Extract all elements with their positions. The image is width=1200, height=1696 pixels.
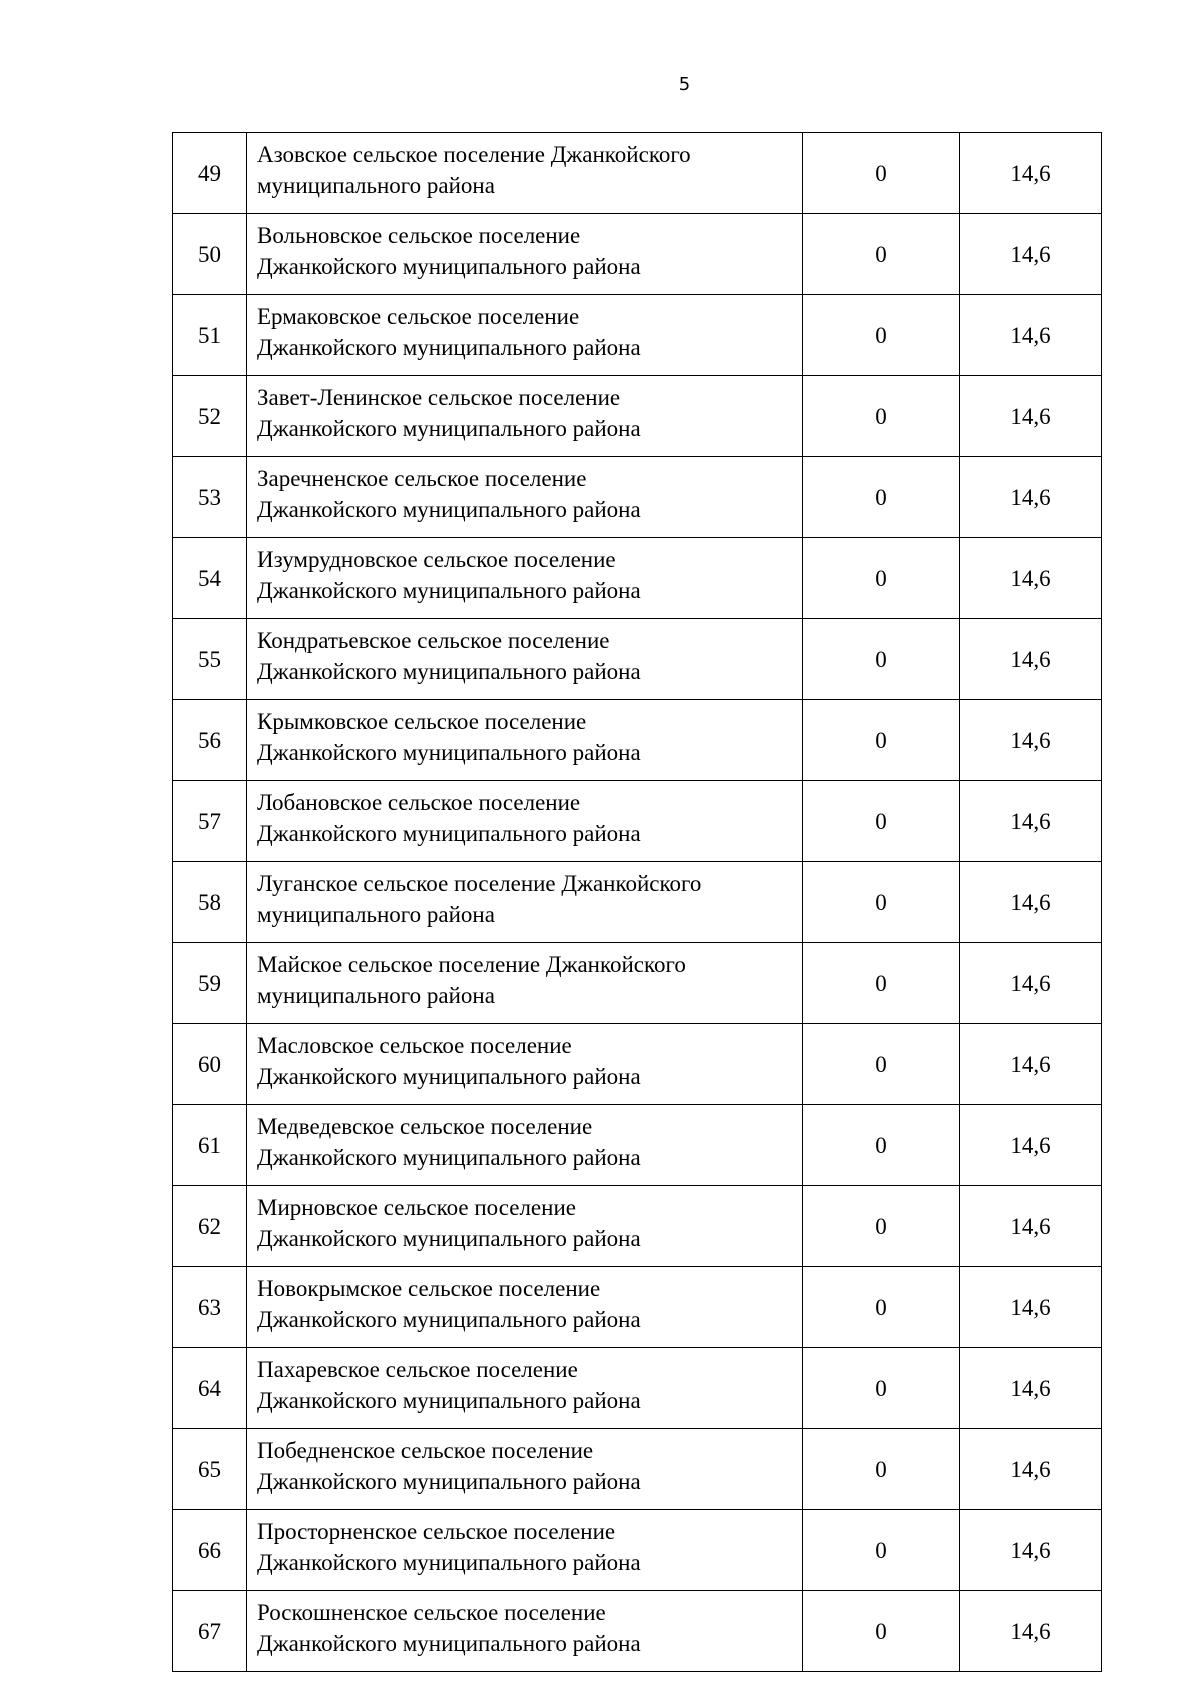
row-number: 60 <box>173 1024 247 1105</box>
value-column-1: 0 <box>803 781 960 862</box>
row-number: 51 <box>173 295 247 376</box>
value-column-1: 0 <box>803 943 960 1024</box>
settlement-name-line1: Медведевское сельское поселение <box>257 1114 593 1139</box>
value-column-1: 0 <box>803 1591 960 1672</box>
settlement-name-line1: Мирновское сельское поселение <box>257 1195 576 1220</box>
value-column-1: 0 <box>803 1510 960 1591</box>
settlement-name-line1: Крымковское сельское поселение <box>257 709 587 734</box>
value-column-2: 14,6 <box>960 781 1102 862</box>
value-column-2: 14,6 <box>960 1348 1102 1429</box>
row-number: 53 <box>173 457 247 538</box>
settlement-name <box>247 538 803 619</box>
settlement-name-line1: Новокрымское сельское поселение <box>257 1276 601 1301</box>
value-column-2: 14,6 <box>960 1024 1102 1105</box>
table-row <box>173 1186 1102 1267</box>
table-row <box>173 133 1102 214</box>
settlement-name-line2: Джанкойского муниципального района <box>257 821 641 846</box>
settlement-name-line2: Джанкойского муниципального района <box>257 1469 641 1494</box>
settlement-name-line2: Джанкойского муниципального района <box>257 497 641 522</box>
value-column-2: 14,6 <box>960 700 1102 781</box>
settlement-name-line1: Победненское сельское поселение <box>257 1438 594 1463</box>
table-row <box>173 1429 1102 1510</box>
settlement-name <box>247 1024 803 1105</box>
table-row <box>173 1267 1102 1348</box>
table-row <box>173 1591 1102 1672</box>
settlement-name-line1: Майское сельское поселение Джанкойского <box>257 952 686 977</box>
table-row <box>173 619 1102 700</box>
row-number: 50 <box>173 214 247 295</box>
row-number: 61 <box>173 1105 247 1186</box>
settlement-name-line1: Лобановское сельское поселение <box>257 790 581 815</box>
value-column-1: 0 <box>803 1267 960 1348</box>
value-column-2: 14,6 <box>960 619 1102 700</box>
settlement-name-line1: Заречненское сельское поселение <box>257 466 587 491</box>
row-number: 63 <box>173 1267 247 1348</box>
table-row <box>173 376 1102 457</box>
settlement-name-line2: муниципального района <box>257 902 495 927</box>
value-column-1: 0 <box>803 1024 960 1105</box>
settlement-name <box>247 1105 803 1186</box>
settlement-name <box>247 1267 803 1348</box>
value-column-1: 0 <box>803 1186 960 1267</box>
settlement-name-line2: Джанкойского муниципального района <box>257 335 641 360</box>
row-number: 64 <box>173 1348 247 1429</box>
settlement-name-line1: Кондратьевское сельское поселение <box>257 628 610 653</box>
table-row <box>173 1105 1102 1186</box>
row-number: 59 <box>173 943 247 1024</box>
settlement-name-line2: муниципального района <box>257 173 495 198</box>
value-column-2: 14,6 <box>960 943 1102 1024</box>
settlement-name-line1: Вольновское сельское поселение <box>257 223 581 248</box>
table-row <box>173 781 1102 862</box>
settlement-name-line1: Пахаревское сельское поселение <box>257 1357 578 1382</box>
row-number: 62 <box>173 1186 247 1267</box>
table-row <box>173 214 1102 295</box>
table-row <box>173 700 1102 781</box>
value-column-1: 0 <box>803 1348 960 1429</box>
value-column-1: 0 <box>803 1105 960 1186</box>
settlement-name-line1: Ермаковское сельское поселение <box>257 304 580 329</box>
value-column-1: 0 <box>803 862 960 943</box>
row-number: 54 <box>173 538 247 619</box>
settlement-name-line1: Просторненское сельское поселение <box>257 1519 616 1544</box>
value-column-2: 14,6 <box>960 862 1102 943</box>
settlement-name-line2: Джанкойского муниципального района <box>257 254 641 279</box>
settlement-name <box>247 376 803 457</box>
settlement-name <box>247 1186 803 1267</box>
value-column-2: 14,6 <box>960 538 1102 619</box>
row-number: 57 <box>173 781 247 862</box>
settlement-name <box>247 1348 803 1429</box>
settlement-name-line1: Роскошненское сельское поселение <box>257 1600 606 1625</box>
table-row <box>173 943 1102 1024</box>
settlement-name <box>247 214 803 295</box>
settlement-name-line2: Джанкойского муниципального района <box>257 1631 641 1656</box>
settlement-name-line1: Азовское сельское поселение Джанкойского <box>257 142 691 167</box>
value-column-1: 0 <box>803 1429 960 1510</box>
settlement-name <box>247 943 803 1024</box>
settlement-name <box>247 457 803 538</box>
page-number: 5 <box>678 74 692 95</box>
value-column-1: 0 <box>803 295 960 376</box>
row-number: 67 <box>173 1591 247 1672</box>
settlement-name <box>247 1429 803 1510</box>
settlement-name-line2: Джанкойского муниципального района <box>257 659 641 684</box>
settlements-table <box>172 132 1102 1672</box>
row-number: 56 <box>173 700 247 781</box>
table-row <box>173 1348 1102 1429</box>
table-row <box>173 457 1102 538</box>
row-number: 49 <box>173 133 247 214</box>
settlement-name-line1: Масловское сельское поселение <box>257 1033 572 1058</box>
settlement-name-line2: Джанкойского муниципального района <box>257 1388 641 1413</box>
value-column-1: 0 <box>803 376 960 457</box>
value-column-2: 14,6 <box>960 1510 1102 1591</box>
table-row <box>173 295 1102 376</box>
settlement-name-line2: муниципального района <box>257 983 495 1008</box>
table-row <box>173 1510 1102 1591</box>
settlement-name-line2: Джанкойского муниципального района <box>257 1226 641 1251</box>
value-column-2: 14,6 <box>960 133 1102 214</box>
value-column-2: 14,6 <box>960 1267 1102 1348</box>
value-column-2: 14,6 <box>960 1186 1102 1267</box>
settlement-name-line2: Джанкойского муниципального района <box>257 1307 641 1332</box>
settlement-name-line2: Джанкойского муниципального района <box>257 1145 641 1170</box>
value-column-1: 0 <box>803 619 960 700</box>
table-row <box>173 1024 1102 1105</box>
value-column-2: 14,6 <box>960 457 1102 538</box>
row-number: 65 <box>173 1429 247 1510</box>
settlement-name-line2: Джанкойского муниципального района <box>257 1064 641 1089</box>
settlement-name-line2: Джанкойского муниципального района <box>257 740 641 765</box>
value-column-2: 14,6 <box>960 376 1102 457</box>
value-column-2: 14,6 <box>960 295 1102 376</box>
table-row <box>173 538 1102 619</box>
value-column-2: 14,6 <box>960 1105 1102 1186</box>
value-column-2: 14,6 <box>960 1429 1102 1510</box>
value-column-2: 14,6 <box>960 1591 1102 1672</box>
value-column-1: 0 <box>803 538 960 619</box>
row-number: 58 <box>173 862 247 943</box>
value-column-1: 0 <box>803 133 960 214</box>
row-number: 52 <box>173 376 247 457</box>
settlement-name-line2: Джанкойского муниципального района <box>257 1550 641 1575</box>
settlement-name <box>247 862 803 943</box>
settlement-name <box>247 619 803 700</box>
settlement-name <box>247 1510 803 1591</box>
settlement-name-line1: Завет-Ленинское сельское поселение <box>257 385 621 410</box>
table-row <box>173 862 1102 943</box>
settlement-name-line1: Луганское сельское поселение Джанкойского <box>257 871 702 896</box>
value-column-1: 0 <box>803 214 960 295</box>
value-column-2: 14,6 <box>960 214 1102 295</box>
settlement-name-line1: Изумрудновское сельское поселение <box>257 547 616 572</box>
row-number: 66 <box>173 1510 247 1591</box>
value-column-1: 0 <box>803 700 960 781</box>
value-column-1: 0 <box>803 457 960 538</box>
settlement-name-line2: Джанкойского муниципального района <box>257 416 641 441</box>
settlement-name <box>247 295 803 376</box>
row-number: 55 <box>173 619 247 700</box>
settlement-name <box>247 133 803 214</box>
settlement-name <box>247 700 803 781</box>
settlement-name <box>247 781 803 862</box>
settlement-name-line2: Джанкойского муниципального района <box>257 578 641 603</box>
settlement-name <box>247 1591 803 1672</box>
